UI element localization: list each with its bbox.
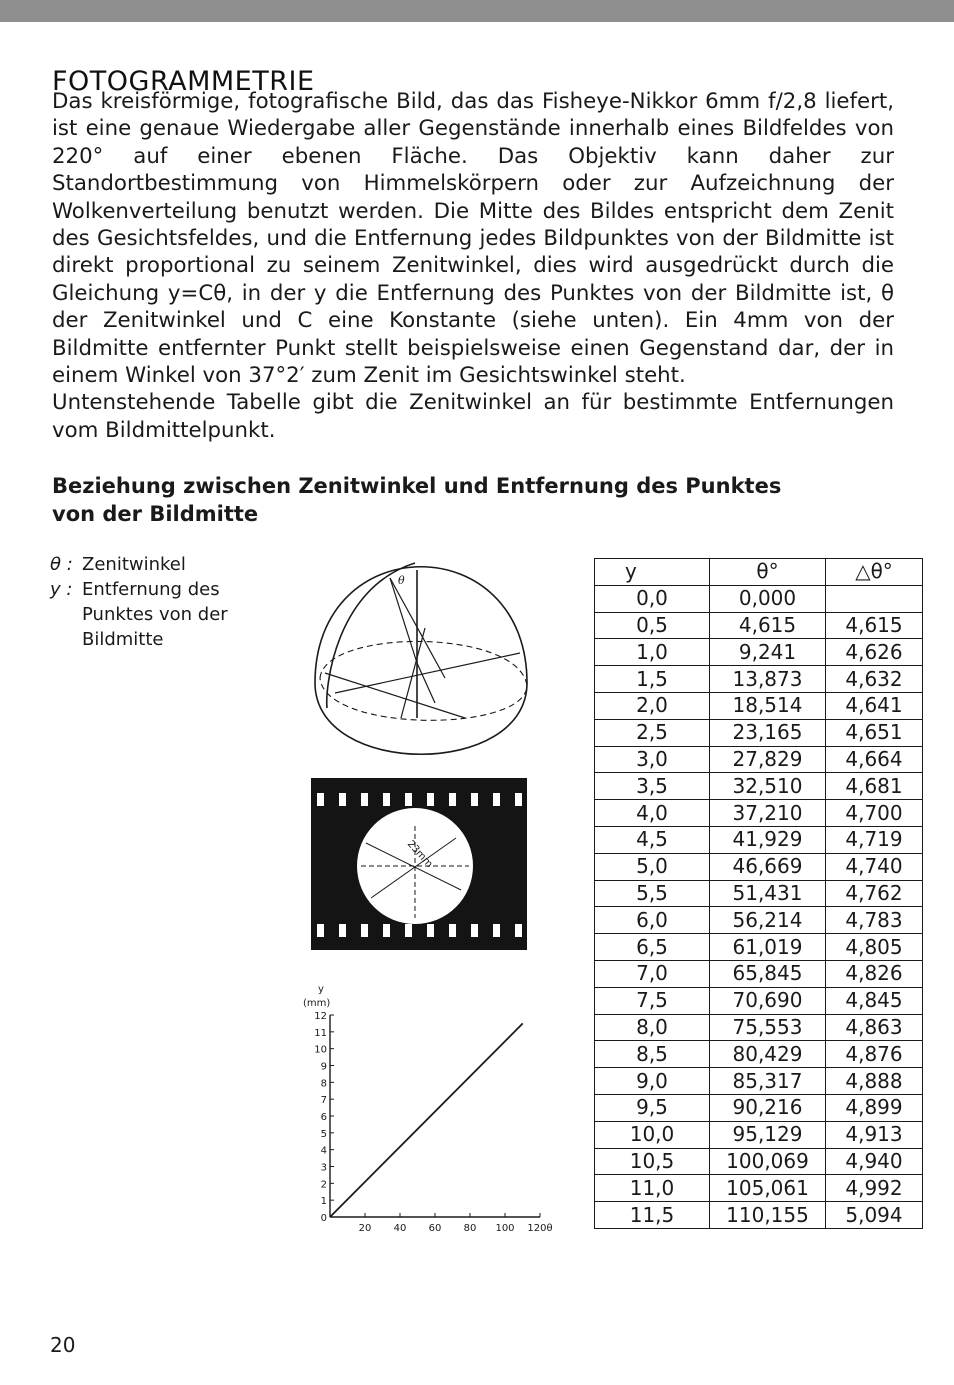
cell-y: 3,0	[595, 746, 710, 773]
cell-delta-theta: 4,876	[826, 1041, 923, 1068]
cell-delta-theta: 4,641	[826, 692, 923, 719]
table-row	[595, 746, 923, 773]
cell-delta-theta: 4,700	[826, 800, 923, 827]
cell-y: 10,0	[595, 1121, 710, 1148]
cell-theta: 51,431	[710, 880, 826, 907]
x-tick-label: 60	[428, 1223, 442, 1234]
film-diameter-label: 23mm	[404, 838, 435, 870]
cell-y: 5,0	[595, 853, 710, 880]
table-row	[595, 987, 923, 1014]
cell-theta: 95,129	[710, 1121, 826, 1148]
cell-delta-theta	[826, 585, 923, 612]
cell-delta-theta: 4,863	[826, 1014, 923, 1041]
cell-theta: 0,000	[710, 585, 826, 612]
x-tick-label: 80	[463, 1223, 477, 1234]
cell-delta-theta: 4,826	[826, 960, 923, 987]
table-row	[595, 1175, 923, 1202]
table-row	[595, 1068, 923, 1095]
legend-y-description: Entfernung des Punktes von der Bildmitte	[82, 579, 228, 650]
cell-delta-theta: 4,888	[826, 1068, 923, 1095]
cell-theta: 75,553	[710, 1014, 826, 1041]
cell-theta: 13,873	[710, 666, 826, 693]
table-row	[595, 1014, 923, 1041]
section-heading: Beziehung zwischen Zenitwinkel und Entfernung des Punktes von der Bildmitte	[52, 474, 782, 526]
hemisphere-diagram	[305, 558, 537, 758]
cell-delta-theta: 4,615	[826, 612, 923, 639]
cell-theta: 18,514	[710, 692, 826, 719]
x-tick-label: 120θ	[527, 1223, 553, 1234]
cell-y: 3,5	[595, 773, 710, 800]
zenith-angle-table	[594, 558, 923, 1229]
cell-delta-theta: 4,632	[826, 666, 923, 693]
page-title: FOTOGRAMMETRIE	[52, 66, 315, 98]
cell-delta-theta: 4,845	[826, 987, 923, 1014]
table-row	[595, 1041, 923, 1068]
cell-theta: 27,829	[710, 746, 826, 773]
cell-delta-theta: 4,681	[826, 773, 923, 800]
cell-y: 6,0	[595, 907, 710, 934]
cell-theta: 9,241	[710, 639, 826, 666]
table-row	[595, 907, 923, 934]
legend-theta-description: Zenitwinkel	[82, 554, 186, 575]
cell-y: 1,5	[595, 666, 710, 693]
table-row	[595, 1148, 923, 1175]
series-line-y-c-theta	[330, 1023, 523, 1217]
table-body	[595, 585, 923, 1228]
ray-line-2	[417, 663, 435, 703]
cell-y: 11,0	[595, 1175, 710, 1202]
cell-delta-theta: 5,094	[826, 1202, 923, 1229]
intro-paragraph-2: Untenstehende Tabelle gibt die Zenitwinkel an für bestimmte Entfernungen vom Bildmittelpunkt.	[52, 390, 894, 443]
cell-theta: 85,317	[710, 1068, 826, 1095]
cell-y: 0,0	[595, 585, 710, 612]
cell-theta: 100,069	[710, 1148, 826, 1175]
y-tick-label: 6	[320, 1112, 327, 1123]
intro-paragraph-1: Das kreisförmige, fotografische Bild, das das Fisheye-Nikkor 6mm f/2,8 liefert, ist eine genaue Wiedergabe aller Gegenstände innerhalb eines Bildfeldes von 220° auf einer ebenen Fläche. Das Objektiv kann daher zur Standortbestimmung von Himmelskörpern oder zur Aufzeichnung der Wolkenverteilung benutzt werden. Die Mitte des Bildes entspricht dem Zenit des Gesichtsfeldes, und die Entfernung jedes Bildpunktes von der Bildmitte ist direkt proportional zu seinem Zenitwinkel, dies wird ausgedrückt durch die Gleichung y=Cθ, in der y die Entfernung des Punktes von der Bildmitte ist, θ der Zenitwinkel und C eine Konstante (siehe unten). Ein 4mm von der Bildmitte entfernter Punkt stellt beispielsweise einen Gegenstand dar, der in einem Winkel von 37°2′ zum Zenit im Gesichtswinkel steht.	[52, 89, 894, 389]
cell-y: 5,5	[595, 880, 710, 907]
intro-text	[52, 88, 894, 444]
table-row	[595, 960, 923, 987]
y-tick-label: 4	[320, 1145, 327, 1157]
y-tick-label: 3	[320, 1162, 327, 1174]
y-tick-label: 0	[320, 1213, 327, 1224]
x-tick-label: 40	[393, 1223, 407, 1234]
cell-theta: 90,216	[710, 1094, 826, 1121]
hemisphere-outline	[315, 567, 527, 755]
graph-y-ticks	[314, 1011, 334, 1224]
cell-theta: 56,214	[710, 907, 826, 934]
cell-y: 9,5	[595, 1094, 710, 1121]
table-row	[595, 692, 923, 719]
cell-y: 6,5	[595, 934, 710, 961]
table-row	[595, 853, 923, 880]
cell-theta: 110,155	[710, 1202, 826, 1229]
table-row	[595, 612, 923, 639]
x-tick-label: 20	[358, 1223, 372, 1234]
cell-theta: 37,210	[710, 800, 826, 827]
cell-y: 2,0	[595, 692, 710, 719]
cell-y: 11,5	[595, 1202, 710, 1229]
cell-y: 4,5	[595, 826, 710, 853]
y-tick-label: 5	[320, 1128, 327, 1140]
table-row	[595, 773, 923, 800]
cell-theta: 65,845	[710, 960, 826, 987]
cell-theta: 105,061	[710, 1175, 826, 1202]
cell-y: 7,5	[595, 987, 710, 1014]
cell-delta-theta: 4,719	[826, 826, 923, 853]
cell-y: 1,0	[595, 639, 710, 666]
cell-delta-theta: 4,664	[826, 746, 923, 773]
cell-theta: 61,019	[710, 934, 826, 961]
y-tick-label: 8	[320, 1078, 327, 1090]
legend-row-theta	[50, 552, 252, 577]
graph-y-axis-unit: (mm)	[303, 998, 331, 1009]
cell-y: 8,5	[595, 1041, 710, 1068]
graph-series	[330, 1023, 523, 1217]
cell-theta: 80,429	[710, 1041, 826, 1068]
table-row	[595, 639, 923, 666]
cell-y: 4,0	[595, 800, 710, 827]
cell-delta-theta: 4,626	[826, 639, 923, 666]
graph-x-ticks	[359, 1213, 553, 1234]
cell-y: 7,0	[595, 960, 710, 987]
y-tick-label: 1	[320, 1196, 327, 1208]
cell-theta: 46,669	[710, 853, 826, 880]
header-theta: θ°	[710, 559, 826, 586]
table-row	[595, 934, 923, 961]
graph-y-axis-label: y	[318, 984, 324, 995]
y-tick-label: 12	[314, 1011, 327, 1022]
cell-delta-theta: 4,940	[826, 1148, 923, 1175]
cell-delta-theta: 4,913	[826, 1121, 923, 1148]
table-row	[595, 585, 923, 612]
table-row	[595, 826, 923, 853]
y-tick-label: 7	[320, 1095, 327, 1107]
cell-theta: 23,165	[710, 719, 826, 746]
table-row	[595, 880, 923, 907]
cell-y: 10,5	[595, 1148, 710, 1175]
x-tick-label: 100	[495, 1223, 515, 1234]
cell-theta: 41,929	[710, 826, 826, 853]
legend-theta-symbol: θ :	[50, 554, 73, 575]
cell-delta-theta: 4,992	[826, 1175, 923, 1202]
cell-y: 0,5	[595, 612, 710, 639]
film-frame-diagram	[311, 778, 527, 950]
cell-delta-theta: 4,651	[826, 719, 923, 746]
legend-y-symbol: y :	[50, 579, 73, 600]
cell-theta: 70,690	[710, 987, 826, 1014]
table-row	[595, 1094, 923, 1121]
header-y: y	[595, 559, 710, 586]
sphere-theta-label: θ	[398, 574, 405, 587]
top-scan-band	[0, 0, 954, 22]
cell-delta-theta: 4,740	[826, 853, 923, 880]
cell-y: 9,0	[595, 1068, 710, 1095]
cell-y: 2,5	[595, 719, 710, 746]
cell-y: 8,0	[595, 1014, 710, 1041]
cell-theta: 32,510	[710, 773, 826, 800]
graph-axes	[330, 1015, 540, 1217]
y-tick-label: 9	[320, 1061, 327, 1073]
table-row	[595, 800, 923, 827]
table-row	[595, 666, 923, 693]
table-row	[595, 1121, 923, 1148]
legend-row-y	[50, 577, 252, 652]
cell-delta-theta: 4,899	[826, 1094, 923, 1121]
cell-theta: 4,615	[710, 612, 826, 639]
cell-delta-theta: 4,805	[826, 934, 923, 961]
cell-delta-theta: 4,783	[826, 907, 923, 934]
table-header-row	[595, 559, 923, 586]
table-row	[595, 719, 923, 746]
header-delta-theta: △θ°	[826, 559, 923, 586]
symbol-legend	[50, 552, 252, 652]
y-tick-label: 11	[314, 1027, 327, 1039]
y-tick-label: 10	[314, 1044, 327, 1056]
theta-y-graph	[290, 980, 560, 1240]
page-number: 20	[50, 1333, 76, 1357]
cell-delta-theta: 4,762	[826, 880, 923, 907]
y-tick-label: 2	[320, 1179, 327, 1191]
table-row	[595, 1202, 923, 1229]
